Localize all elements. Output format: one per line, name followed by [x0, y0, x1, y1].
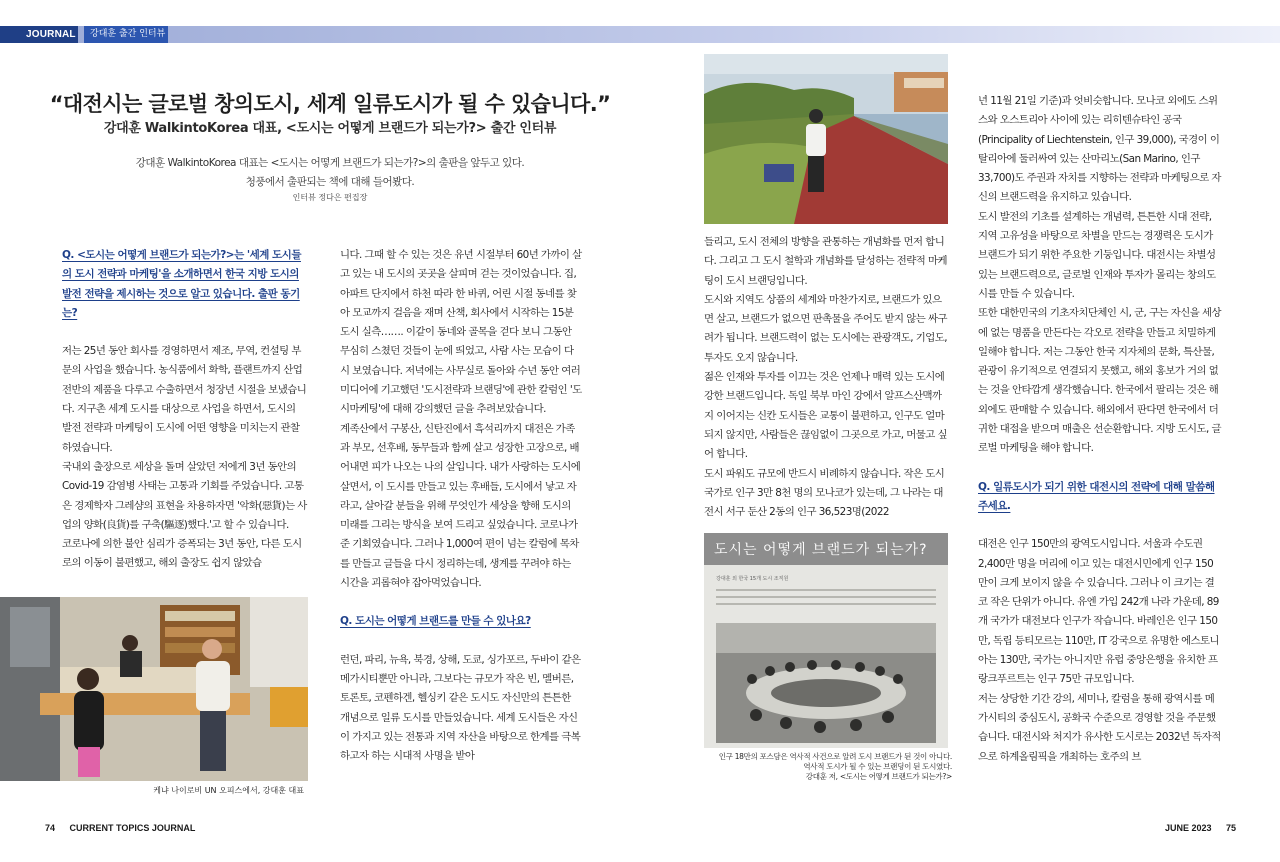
riverside-path-image — [704, 54, 948, 224]
lead-text — [90, 154, 570, 192]
answer-paragraph: 코로나에 의한 불안 심리가 증폭되는 3년 동안, 다른 도시로의 이동이 불편했고, 해외 출장도 쉽지 않았습 — [62, 538, 302, 570]
answer-paragraph: 또한 대한민국의 기초자치단체인 시, 군, 구는 자신을 세상에 없는 명품을 만든다는 각오로 전략을 만들고 치밀하게 일해야 합니다. 저는 그동안 한국 지자체의 문화, 특산물, 관광이 유기적으로 연결되지 못했고, 해외 홍보가 거의 없는 것을 안타깝게 생각했습니다. 한국에서 팔리는 것은 해외에도 판매할 수 있습니다. 해외에서 판다면 한국에서 더 귀한 대접을 받으며 매출은 선순환합니다. 지방 도시도, 글로벌 마케팅을 해야 합니다. — [978, 307, 1221, 455]
answer-paragraph: 대전은 인구 150만의 광역도시입니다. 서울과 수도권 2,400만 명을 머리에 이고 있는 대전시민에게 인구 150만이 크게 보이지 않을 수 있습니다. 그러나 이 크기는 결코 작은 단위가 아니다. 유엔 가입 242개 나라 가운데, 89개 국가가 대전보다 인구가 작습니다. 바레인은 인구 150만, 독립 등티모르는 110만, IT 강국으로 유명한 에스토니아는 130만, 국가는 아니지만 유럽 중앙은행을 유치한 프랑크푸르트는 인구 75만 규모입니다. — [978, 538, 1220, 686]
book-cover-caption — [700, 752, 952, 782]
subhead: 강대훈 WalkintoKorea 대표, <도시는 어떻게 브랜드가 되는가?> 출간 인터뷰 — [103, 121, 557, 136]
answer-paragraph: 저는 25년 동안 회사를 경영하면서 제조, 무역, 컨설팅 부문의 사업을 했습니다. 농식품에서 화학, 플랜트까지 산업 전반의 제품을 다루고 수출하면서 청장년 시절을 보냈습니다. 지구촌 세계 도시를 대상으로 사업을 하면서, 도시의 발전 전략과 마케팅이 도시에 어떤 영향을 미치는지 관찰하였습니다. — [62, 345, 307, 454]
headline: “대전시는 글로벌 창의도시, 세계 일류도시가 될 수 있습니다.” — [49, 92, 611, 116]
office-photo-caption: 케냐 나이로비 UN 오피스에서, 강대훈 대표 — [153, 786, 304, 795]
book-cover-photo — [716, 623, 936, 743]
article-column-2 — [340, 246, 582, 766]
answer-paragraph: 젊은 인재와 투자를 이끄는 것은 언제나 매력 있는 도시에 강한 브랜드입니다. 독일 북부 마인 강에서 알프스산맥까지 이어지는 신칸 도시들은 교통이 불편하고, 인구도 얼마 되지 않지만, 사람들은 끊임없이 그곳으로 가고, 머물고 싶어 합니다. — [704, 371, 947, 461]
lead-line-2: 청풍에서 출판되는 책에 대해 들어봤다. — [245, 176, 415, 188]
answer-paragraph: 런던, 파리, 뉴욕, 북경, 상해, 도쿄, 싱가포르, 두바이 같은 메가시티뿐만 아니라, 그보다는 규모가 작은 빈, 멜버른, 토론토, 코펜하겐, 헬싱키 같은 도시도 자신만의 튼튼한 개념으로 일류 도시를 만들었습니다. 세계 도시들은 자신이 가지고 있는 전통과 지역 자산을 바탕으로 한계를 극복하고자 하는 시대적 사명을 받아 — [340, 653, 581, 763]
answer-paragraph: 도시와 지역도 상품의 세계와 마찬가지로, 브랜드가 있으면 살고, 브랜드가 없으면 판촉물을 주어도 받지 않는 싸구려가 됩니다. 브랜드력이 없는 도시에는 관광객도, 기업도, 투자도 오지 않습니다. — [704, 293, 947, 364]
lead-line-1: 강대훈 WalkintoKorea 대표는 <도시는 어떻게 브랜드가 되는가?>의 출판을 앞두고 있다. — [135, 157, 525, 169]
header-band — [0, 26, 1280, 43]
answer-paragraph: 계족산에서 구봉산, 신탄진에서 흑석리까지 대전은 가족과 부모, 선후배, 동무들과 함께 살고 성장한 고장으로, 배어내면 피가 나오는 나의 살입니다. 내가 사랑하는 도시에 살면서, 이 도시를 만들고 있는 후배들, 도시에서 낳고 자라고, 살아갈 분들을 위해 무엇인가 세상을 향해 도시의 미래를 그리는 방식을 보여 드리고 싶었습니다. 코로나가 준 기회였습니다. 그러나 1,000여 편이 넘는 칼럼에 목차를 만들고 글들을 다시 정리하는데, 생계를 꾸려야 하는 시간을 괴롭혀야 잡아먹었습니다. — [340, 422, 581, 590]
answer-paragraph: 년 11월 21일 기준)과 엇비슷합니다. 모나코 외에도 스위스와 오스트리아 사이에 있는 리히텐슈타인 공국(Principality of Liechtenstein, 인구 39,000), 국경이 이탈리아에 둘러싸여 있는 산마리노(San Marino, 인구 33,700)도 주권과 자치를 지향하는 전략과 마케팅으로 자신의 브랜드력을 유지하고 있습니다. — [978, 95, 1221, 204]
page-number-left: 74 — [45, 823, 56, 833]
question-2: Q. 도시는 어떻게 브랜드를 만들 수 있나요? — [340, 615, 531, 628]
book-cover-subtitle: 강대훈 외 한국 15개 도시 조직원 — [716, 576, 789, 582]
journal-name: CURRENT TOPICS JOURNAL — [69, 823, 196, 833]
book-caption-line-2: 역사적 도시가 될 수 있는 브랜딩이 된 도시였다. — [803, 762, 952, 771]
book-caption-line-3: 강대훈 저, <도시는 어떻게 브랜드가 되는가?> — [805, 772, 952, 781]
riverside-path-photo — [704, 54, 948, 224]
journal-tag: JOURNAL — [0, 26, 78, 43]
issue-date: JUNE 2023 — [1164, 823, 1212, 833]
page-number-right: 75 — [1225, 823, 1236, 833]
answer-paragraph: 도시 파워도 규모에 반드시 비례하지 않습니다. 작은 도시 국가로 인구 3만 8천 명의 모나코가 있는데, 그 나라는 대전시 서구 둔산 2동의 인구 36,523명(2022 — [704, 467, 945, 519]
article-column-3 — [704, 233, 948, 522]
footer-left — [45, 823, 195, 833]
article-column-4 — [978, 92, 1222, 767]
answer-paragraph: 들리고, 도시 전체의 방향을 관통하는 개념화를 먼저 합니다. 그리고 그 도시 철학과 개념화를 달성하는 전략적 마케팅이 도시 브랜딩입니다. — [704, 236, 947, 287]
book-cover-text-lines — [716, 589, 936, 610]
book-cover-title: 도시는 어떻게 브랜드가 되는가? — [714, 542, 928, 558]
answer-paragraph: 국내외 출장으로 세상을 돌며 살았던 저에게 3년 동안의 Covid-19 감염병 사태는 고통과 기회를 주었습니다. 고통은 경제학자 그레샴의 표현을 차용하자면 '악화(惡貨)는 사업의 양화(良貨)를 구축(驅逐)했다.'고 할 수 있습니다. — [62, 460, 307, 531]
answer-paragraph: 도시 발전의 기초를 설계하는 개념력, 튼튼한 시대 전략, 지역 고유성을 바탕으로 차별을 만드는 경쟁력은 도시가 브랜드가 되기 위한 주요한 기둥입니다. 대전시는 차별성 있는 브랜드력으로, 글로벌 인재와 투자가 몰리는 창의도시를 만들 수 있습니다. — [978, 210, 1216, 300]
conference-photo-image — [716, 623, 936, 743]
book-cover — [704, 533, 948, 748]
section-tag: 강대훈 출간 인터뷰 — [84, 26, 168, 43]
office-photo-image — [0, 597, 308, 781]
question-3: Q. 일류도시가 되기 위한 대전시의 전략에 대해 말씀해 주세요. — [978, 480, 1215, 512]
footer-right — [1165, 823, 1236, 833]
interviewer-credit: 인터뷰 정다은 편집장 — [292, 193, 368, 202]
office-photo — [0, 597, 308, 781]
article-column-1 — [62, 246, 307, 574]
question-1: Q. <도시는 어떻게 브랜드가 되는가?>는 '세계 도시들의 도시 전략과 마케팅'을 소개하면서 한국 지방 도시의 발전 전략을 제시하는 것으로 알고 있습니다. 출판 동기는? — [62, 249, 301, 319]
book-caption-line-1: 인구 18만의 포스담은 역사적 사건으로 알려 도시 브랜드가 된 것이 아니다. — [718, 752, 952, 761]
answer-paragraph: 니다. 그때 할 수 있는 것은 유년 시절부터 60년 가까이 살고 있는 내 도시의 곳곳을 살피며 걷는 것이었습니다. 집, 아파트 단지에서 하천 따라 한 바퀴, 어린 시절 동네를 찾아 모교까지 걸음을 재며 산책, 회사에서 시작하는 15분 도시 실측……. 이같이 동네와 골목을 걷다 보니 그동안 무심히 스쳤던 것들이 눈에 띄었고, 사람 사는 모습이 다시 보였습니다. 저녁에는 사무실로 돌아와 수년 동안 여러 미디어에 기고했던 '도시전략과 브랜딩'에 관한 칼럼인 '도시마케팅'에 대해 강의했던 글을 추려보았습니다. — [340, 249, 582, 416]
answer-paragraph: 저는 상당한 기간 강의, 세미나, 칼럼을 통해 광역시를 메가시티의 중심도시, 공화국 수준으로 경영할 것을 주문했습니다. 대전시와 처지가 유사한 도시로는 2032년 독자적으로 하계올림픽을 개최하는 호주의 브 — [978, 692, 1221, 763]
